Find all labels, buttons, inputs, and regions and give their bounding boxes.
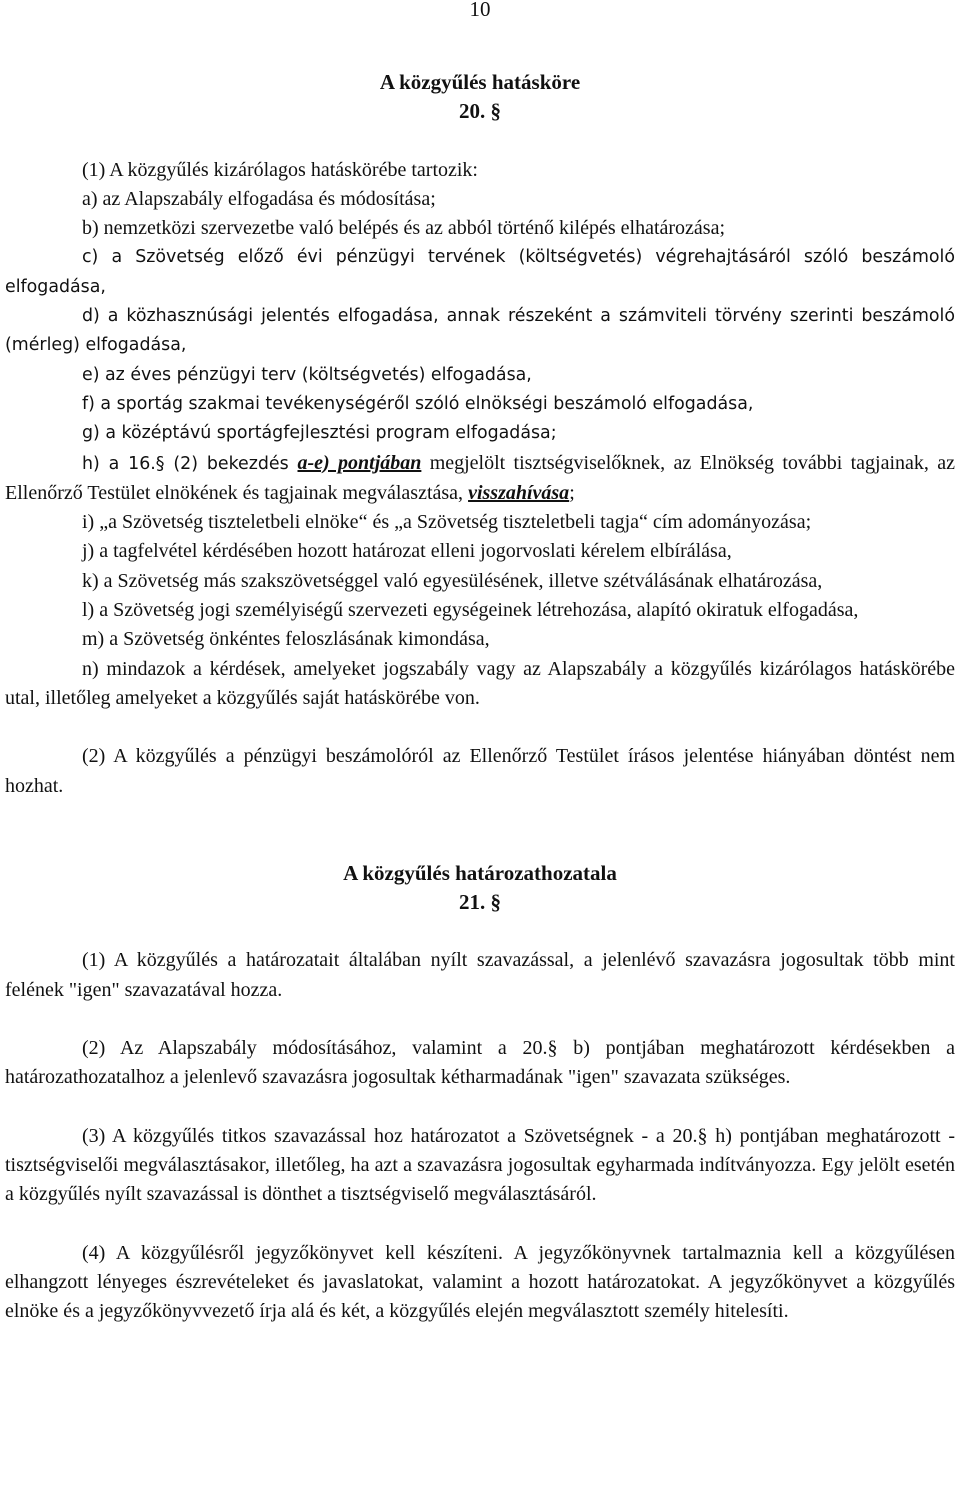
section-21-para-3: (3) A közgyűlés titkos szavazással hoz határozatot a Szövetségnek - a 20.§ h) pontjában meghatározott - tisztségviselői megválasztásakor, illetőleg, ha azt a szavazásra jogosultak egyharmada indítványozza. Egy jelölt esetén a közgyűlés nyílt szavazással is dönthet a tisztségviselő megválasztásáról. <box>5 1124 955 1206</box>
section-20-number: 20. § <box>459 99 501 124</box>
list-item-h-text-2: megjelölt tisztségviselőknek, az Elnökség további tagjainak, az Ellenőrző Testület elnökének és tagjainak megválasztása, <box>5 451 955 504</box>
section-20-para-1-intro: (1) A közgyűlés kizárólagos hatáskörébe tartozik: <box>82 158 478 181</box>
list-item-l: l) a Szövetség jogi személyiségű szervezeti egységeinek létrehozása, alapító okiratuk elfogadása, <box>82 599 859 622</box>
list-item-h-text-3: ; <box>569 481 575 504</box>
section-21-para-2: (2) Az Alapszabály módosításához, valamint a 20.§ b) pontjában meghatározott kérdésekben a határozathozatalhoz a jelenlevő szavazásra jogosultak kétharmadának "igen" szavazata szükséges. <box>5 1037 955 1089</box>
list-item-j: j) a tagfelvétel kérdésében hozott határozat elleni jogorvoslati kérelem elbírálása, <box>82 540 732 563</box>
list-item-k: k) a Szövetség más szakszövetséggel való egyesülésének, illetve szétválásának elhatározása, <box>82 569 823 592</box>
list-item-m: m) a Szövetség önkéntes feloszlásának kimondása, <box>82 628 490 651</box>
list-item-h-text-1: h) a 16.§ (2) bekezdés <box>82 453 298 474</box>
list-item-d: d) a közhasznúsági jelentés elfogadása, annak részeként a számviteli törvény szerinti beszámoló (mérleg) elfogadása, <box>5 306 955 356</box>
section-21-para-4: (4) A közgyűlésről jegyzőkönyvet kell készíteni. A jegyzőkönyvnek tartalmaznia kell a közgyűlésen elhangzott lényeges észrevételeket és javaslatokat, valamint a hozott határozatokat. A jegyzőkönyvet a közgyűlés elnöke és a jegyzőkönyvvezető írja alá és két, a közgyűlés elején megválasztott személy hitelesíti. <box>5 1241 955 1323</box>
section-21-heading: A közgyűlés határozathozatala <box>343 860 617 885</box>
list-item-e: e) az éves pénzügyi terv (költségvetés) elfogadása, <box>82 364 532 385</box>
section-20-para-2: (2) A közgyűlés a pénzügyi beszámolóról az Ellenőrző Testület írásos jelentése hiányában döntést nem hozhat. <box>5 745 955 797</box>
page-number: 10 <box>469 0 491 21</box>
list-item-g: g) a középtávú sportágfejlesztési program elfogadása; <box>82 423 557 444</box>
section-21-para-1: (1) A közgyűlés a határozatait általában nyílt szavazással, a jelenlévő szavazásra jogosultak több mint felének "igen" szavazatával hozza. <box>5 949 955 1001</box>
list-item-i: i) „a Szövetség tiszteletbeli elnöke“ és „a Szövetség tiszteletbeli tagja“ cím adományozása; <box>82 511 812 534</box>
list-item-h-reference-2: visszahívása <box>468 481 570 504</box>
section-21-number: 21. § <box>459 890 501 915</box>
list-item-c: c) a Szövetség előző évi pénzügyi tervének (költségvetés) végrehajtásáról szóló beszámoló elfogadása, <box>5 247 955 297</box>
list-item-b: b) nemzetközi szervezetbe való belépés és az abból történő kilépés elhatározása; <box>82 217 726 240</box>
list-item-n: n) mindazok a kérdések, amelyeket jogszabály vagy az Alapszabály a közgyűlés kizárólagos hatáskörébe utal, illetőleg amelyeket a közgyűlés saját hatáskörébe von. <box>5 657 955 709</box>
list-item-h-reference-1: a-e) pontjában <box>297 451 422 474</box>
list-item-h <box>5 449 955 509</box>
list-item-a: a) az Alapszabály elfogadása és módosítása; <box>82 187 436 210</box>
section-20-heading: A közgyűlés hatásköre <box>379 70 581 94</box>
list-item-f: f) a sportág szakmai tevékenységéről szóló elnökségi beszámoló elfogadása, <box>82 393 754 414</box>
document-body <box>5 68 955 1326</box>
